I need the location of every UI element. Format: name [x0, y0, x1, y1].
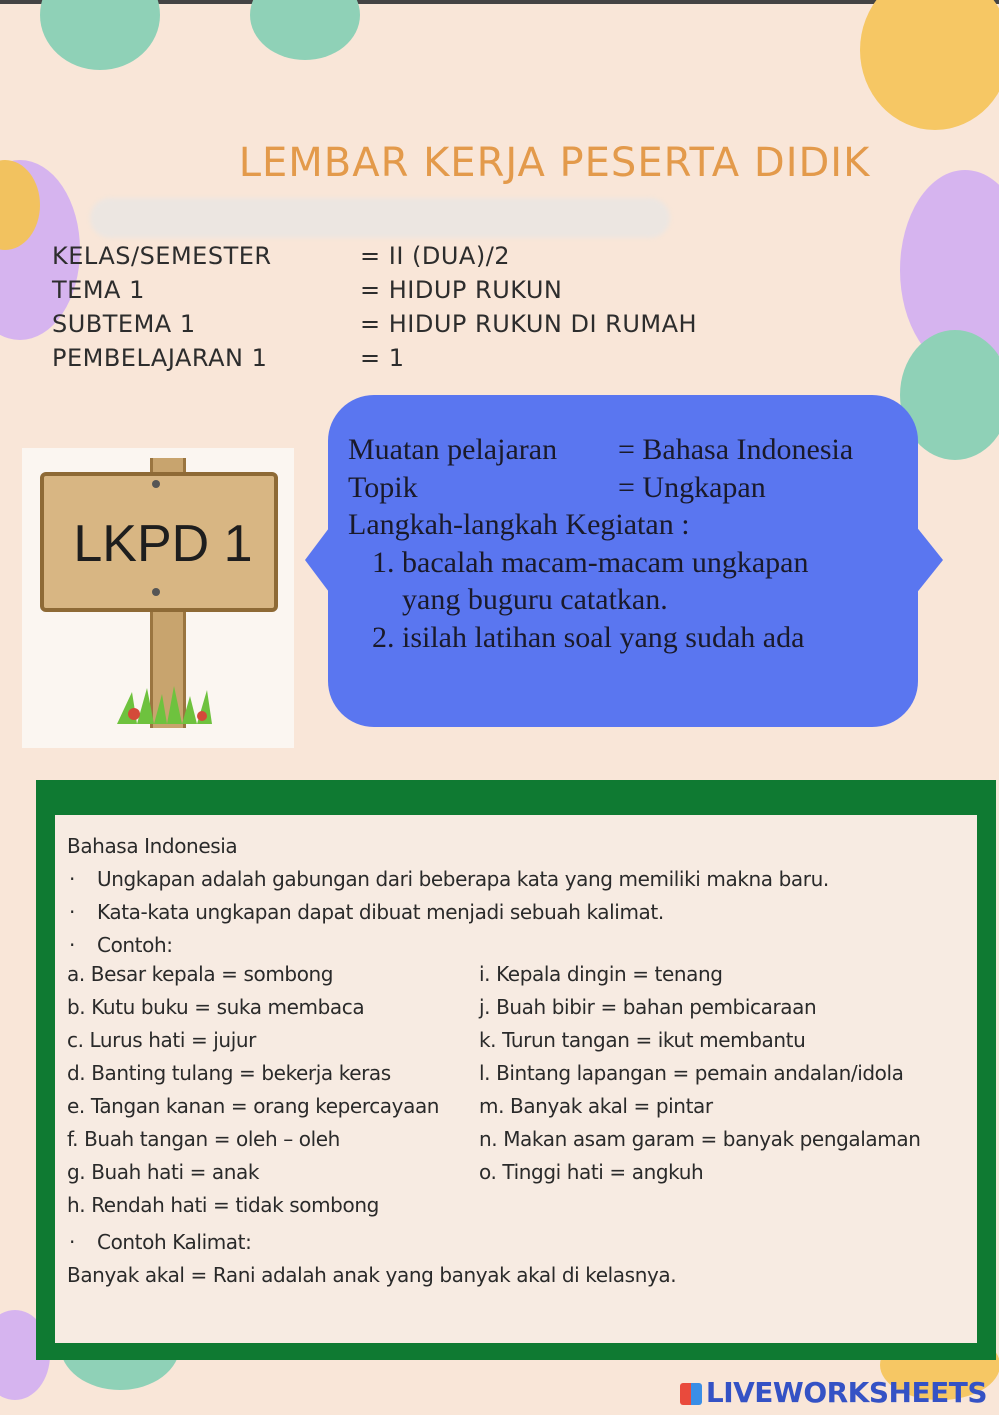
- example-row: [67, 962, 829, 995]
- step-1: 1. bacalah macam-macam ungkapan: [372, 545, 809, 579]
- info-value: = HIDUP RUKUN DI RUMAH: [360, 310, 698, 338]
- muatan-row: [348, 431, 854, 469]
- instruction-bubble: [328, 395, 918, 727]
- decor-blob-green-topleft: [40, 0, 160, 70]
- example-row: [67, 1028, 829, 1061]
- example-row: [67, 1160, 829, 1193]
- nail-icon: [152, 588, 160, 596]
- example-left: f. Buah tangan = oleh – oleh: [67, 1127, 340, 1151]
- decor-blob-green-top: [250, 0, 360, 60]
- example-row: [67, 1127, 921, 1160]
- example-left: d. Banting tulang = bekerja keras: [67, 1061, 391, 1085]
- nail-icon: [152, 480, 160, 488]
- grass-icon: [112, 684, 222, 724]
- blurred-subtitle: [90, 198, 670, 238]
- example-row: [67, 1094, 829, 1127]
- example-row: [67, 1061, 904, 1094]
- example-right: i. Kepala dingin = tenang: [479, 962, 723, 986]
- panel-heading: Bahasa Indonesia: [67, 834, 238, 858]
- liveworksheets-icon: [680, 1383, 702, 1405]
- bullet-contoh-kalimat: · Contoh Kalimat:: [67, 1226, 829, 1259]
- topik-value: = Ungkapan: [618, 470, 766, 504]
- info-label: PEMBELAJARAN 1: [52, 344, 268, 372]
- page-title: LEMBAR KERJA PESERTA DIDIK: [238, 140, 871, 186]
- topik-label: Topik: [348, 470, 418, 504]
- info-label: KELAS/SEMESTER: [52, 242, 272, 270]
- info-label: SUBTEMA 1: [52, 310, 196, 338]
- example-right: k. Turun tangan = ikut membantu: [479, 1028, 806, 1052]
- step-2: 2. isilah latihan soal yang sudah ada: [372, 620, 805, 654]
- watermark-text: LIVEWORKSHEETS: [705, 1376, 987, 1409]
- example-sentence: Banyak akal = Rani adalah anak yang banyak akal di kelasnya.: [67, 1263, 677, 1287]
- muatan-label: Muatan pelajaran: [348, 433, 558, 466]
- bubble-arrow-right: [915, 525, 943, 595]
- muatan-value: = Bahasa Indonesia: [618, 433, 854, 466]
- step-1-cont: yang buguru catatkan.: [402, 583, 668, 616]
- info-value: = II (DUA)/2: [360, 242, 511, 270]
- instruction-text: [348, 431, 854, 656]
- example-right: m. Banyak akal = pintar: [479, 1094, 713, 1118]
- lkpd-signpost: [22, 448, 294, 748]
- panel-text: [67, 830, 921, 1292]
- langkah-title: Langkah-langkah Kegiatan :: [348, 508, 690, 541]
- topik-row: [348, 469, 808, 507]
- example-right: o. Tinggi hati = angkuh: [479, 1160, 704, 1184]
- decor-blob-yellow-topright: [860, 0, 999, 130]
- example-right: n. Makan asam garam = banyak pengalaman: [479, 1127, 921, 1151]
- bullet-contoh: · Contoh:: [67, 929, 829, 962]
- example-left: h. Rendah hati = tidak sombong: [67, 1193, 379, 1217]
- example-row: [67, 995, 829, 1028]
- info-value: = 1: [360, 344, 405, 372]
- example-row: [67, 1193, 829, 1226]
- bullet-kalimat: · Kata-kata ungkapan dapat dibuat menjadi sebuah kalimat.: [67, 896, 829, 929]
- example-right: j. Buah bibir = bahan pembicaraan: [479, 995, 817, 1019]
- example-left: e. Tangan kanan = orang kepercayaan: [67, 1094, 440, 1118]
- sign-label: LKPD 1: [73, 515, 253, 573]
- example-right: l. Bintang lapangan = pemain andalan/idola: [479, 1061, 904, 1085]
- example-left: g. Buah hati = anak: [67, 1160, 260, 1184]
- example-left: c. Lurus hati = jujur: [67, 1028, 256, 1052]
- liveworksheets-logo[interactable]: [680, 1376, 987, 1409]
- sign-board: [40, 472, 278, 612]
- info-label: TEMA 1: [52, 276, 145, 304]
- example-left: b. Kutu buku = suka membaca: [67, 995, 365, 1019]
- bullet-definition: · Ungkapan adalah gabungan dari beberapa kata yang memiliki makna baru.: [67, 863, 829, 896]
- info-value: = HIDUP RUKUN: [360, 276, 563, 304]
- example-left: a. Besar kepala = sombong: [67, 962, 334, 986]
